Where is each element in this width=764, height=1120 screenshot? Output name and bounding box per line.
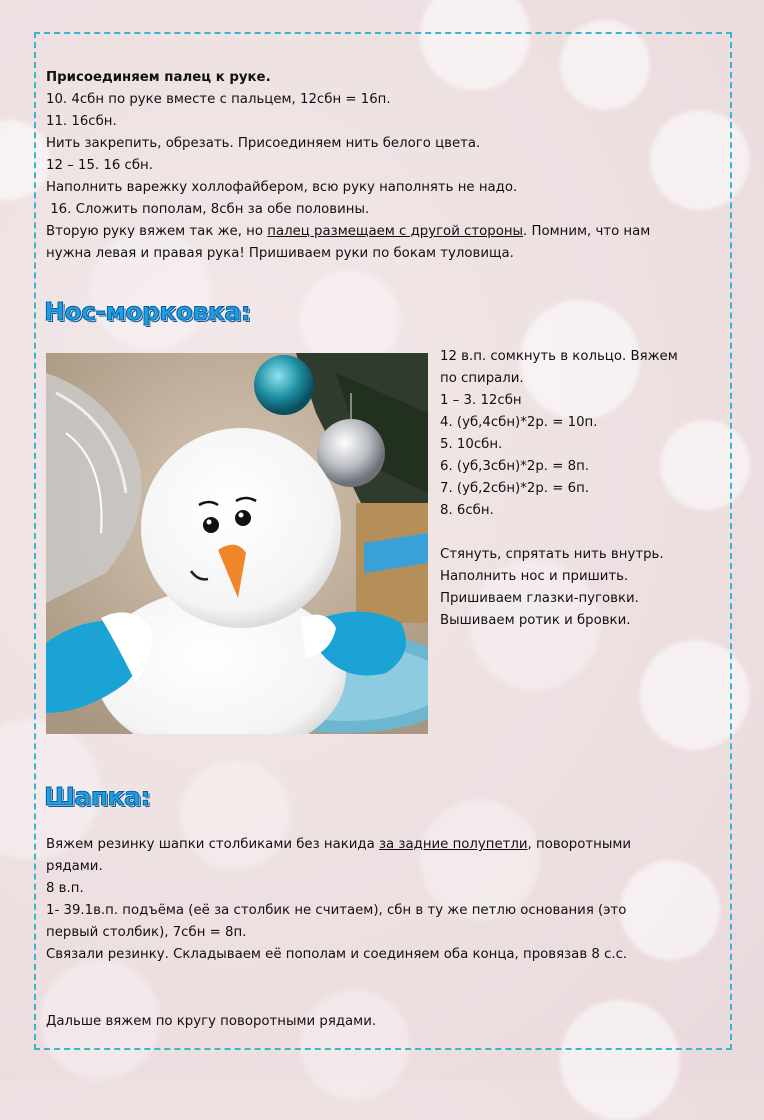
nose-heading: Нос-морковка:	[44, 297, 251, 326]
text-fragment: Вторую руку вяжем так же, но	[46, 224, 268, 239]
text-line: Наполнить варежку холлофайбером, всю руку наполнять не надо.	[46, 180, 518, 195]
text-line: 16. Сложить пополам, 8сбн за обе половины.	[46, 202, 370, 217]
hat-heading: Шапка:	[44, 782, 150, 811]
section-title: Присоединяем палец к руке.	[46, 70, 271, 85]
text-line: Дальше вяжем по кругу поворотными рядами.	[46, 1014, 377, 1029]
text-line	[46, 834, 631, 856]
text-fragment: . Помним, что нам	[523, 224, 651, 239]
text-line: 4. (уб,4сбн)*2р. = 10п.	[440, 415, 598, 430]
text-line: 8. 6сбн.	[440, 503, 494, 518]
text-line: нужна левая и правая рука! Пришиваем руки по бокам туловища.	[46, 246, 514, 261]
text-line: Вышиваем ротик и бровки.	[440, 613, 631, 628]
text-line: 5. 10сбн.	[440, 437, 503, 452]
text-line: 11. 16сбн.	[46, 114, 117, 129]
text-line: Наполнить нос и пришить.	[440, 569, 629, 584]
text-line: по спирали.	[440, 371, 524, 386]
text-line	[46, 221, 650, 243]
text-line: Пришиваем глазки-пуговки.	[440, 591, 639, 606]
underlined-text: за задние полупетли	[378, 837, 528, 852]
text-line: 8 в.п.	[46, 881, 84, 896]
text-line: 6. (уб,3сбн)*2р. = 8п.	[440, 459, 589, 474]
text-line: первый столбик), 7сбн = 8п.	[46, 925, 247, 940]
text-line: 7. (уб,2сбн)*2р. = 6п.	[440, 481, 589, 496]
text-line: 1- 39.1в.п. подъёма (её за столбик не считаем), сбн в ту же петлю основания (это	[46, 903, 627, 918]
text-line: Стянуть, спрятать нить внутрь.	[440, 547, 664, 562]
underlined-text: палец размещаем с другой стороны	[267, 224, 524, 239]
text-line: 12 в.п. сомкнуть в кольцо. Вяжем	[440, 349, 678, 364]
text-fragment: Вяжем резинку шапки столбиками без накида	[46, 837, 379, 852]
text-line: Нить закрепить, обрезать. Присоединяем нить белого цвета.	[46, 136, 481, 151]
snowman-photo	[46, 353, 428, 734]
text-line: Связали резинку. Складываем её пополам и соединяем оба конца, провязав 8 с.с.	[46, 947, 628, 962]
text-line: 12 – 15. 16 сбн.	[46, 158, 153, 173]
text-line: 10. 4сбн по руке вместе с пальцем, 12сбн = 16п.	[46, 92, 391, 107]
text-line: 1 – 3. 12сбн	[440, 393, 522, 408]
text-line: рядами.	[46, 859, 103, 874]
text-fragment: , поворотными	[527, 837, 631, 852]
